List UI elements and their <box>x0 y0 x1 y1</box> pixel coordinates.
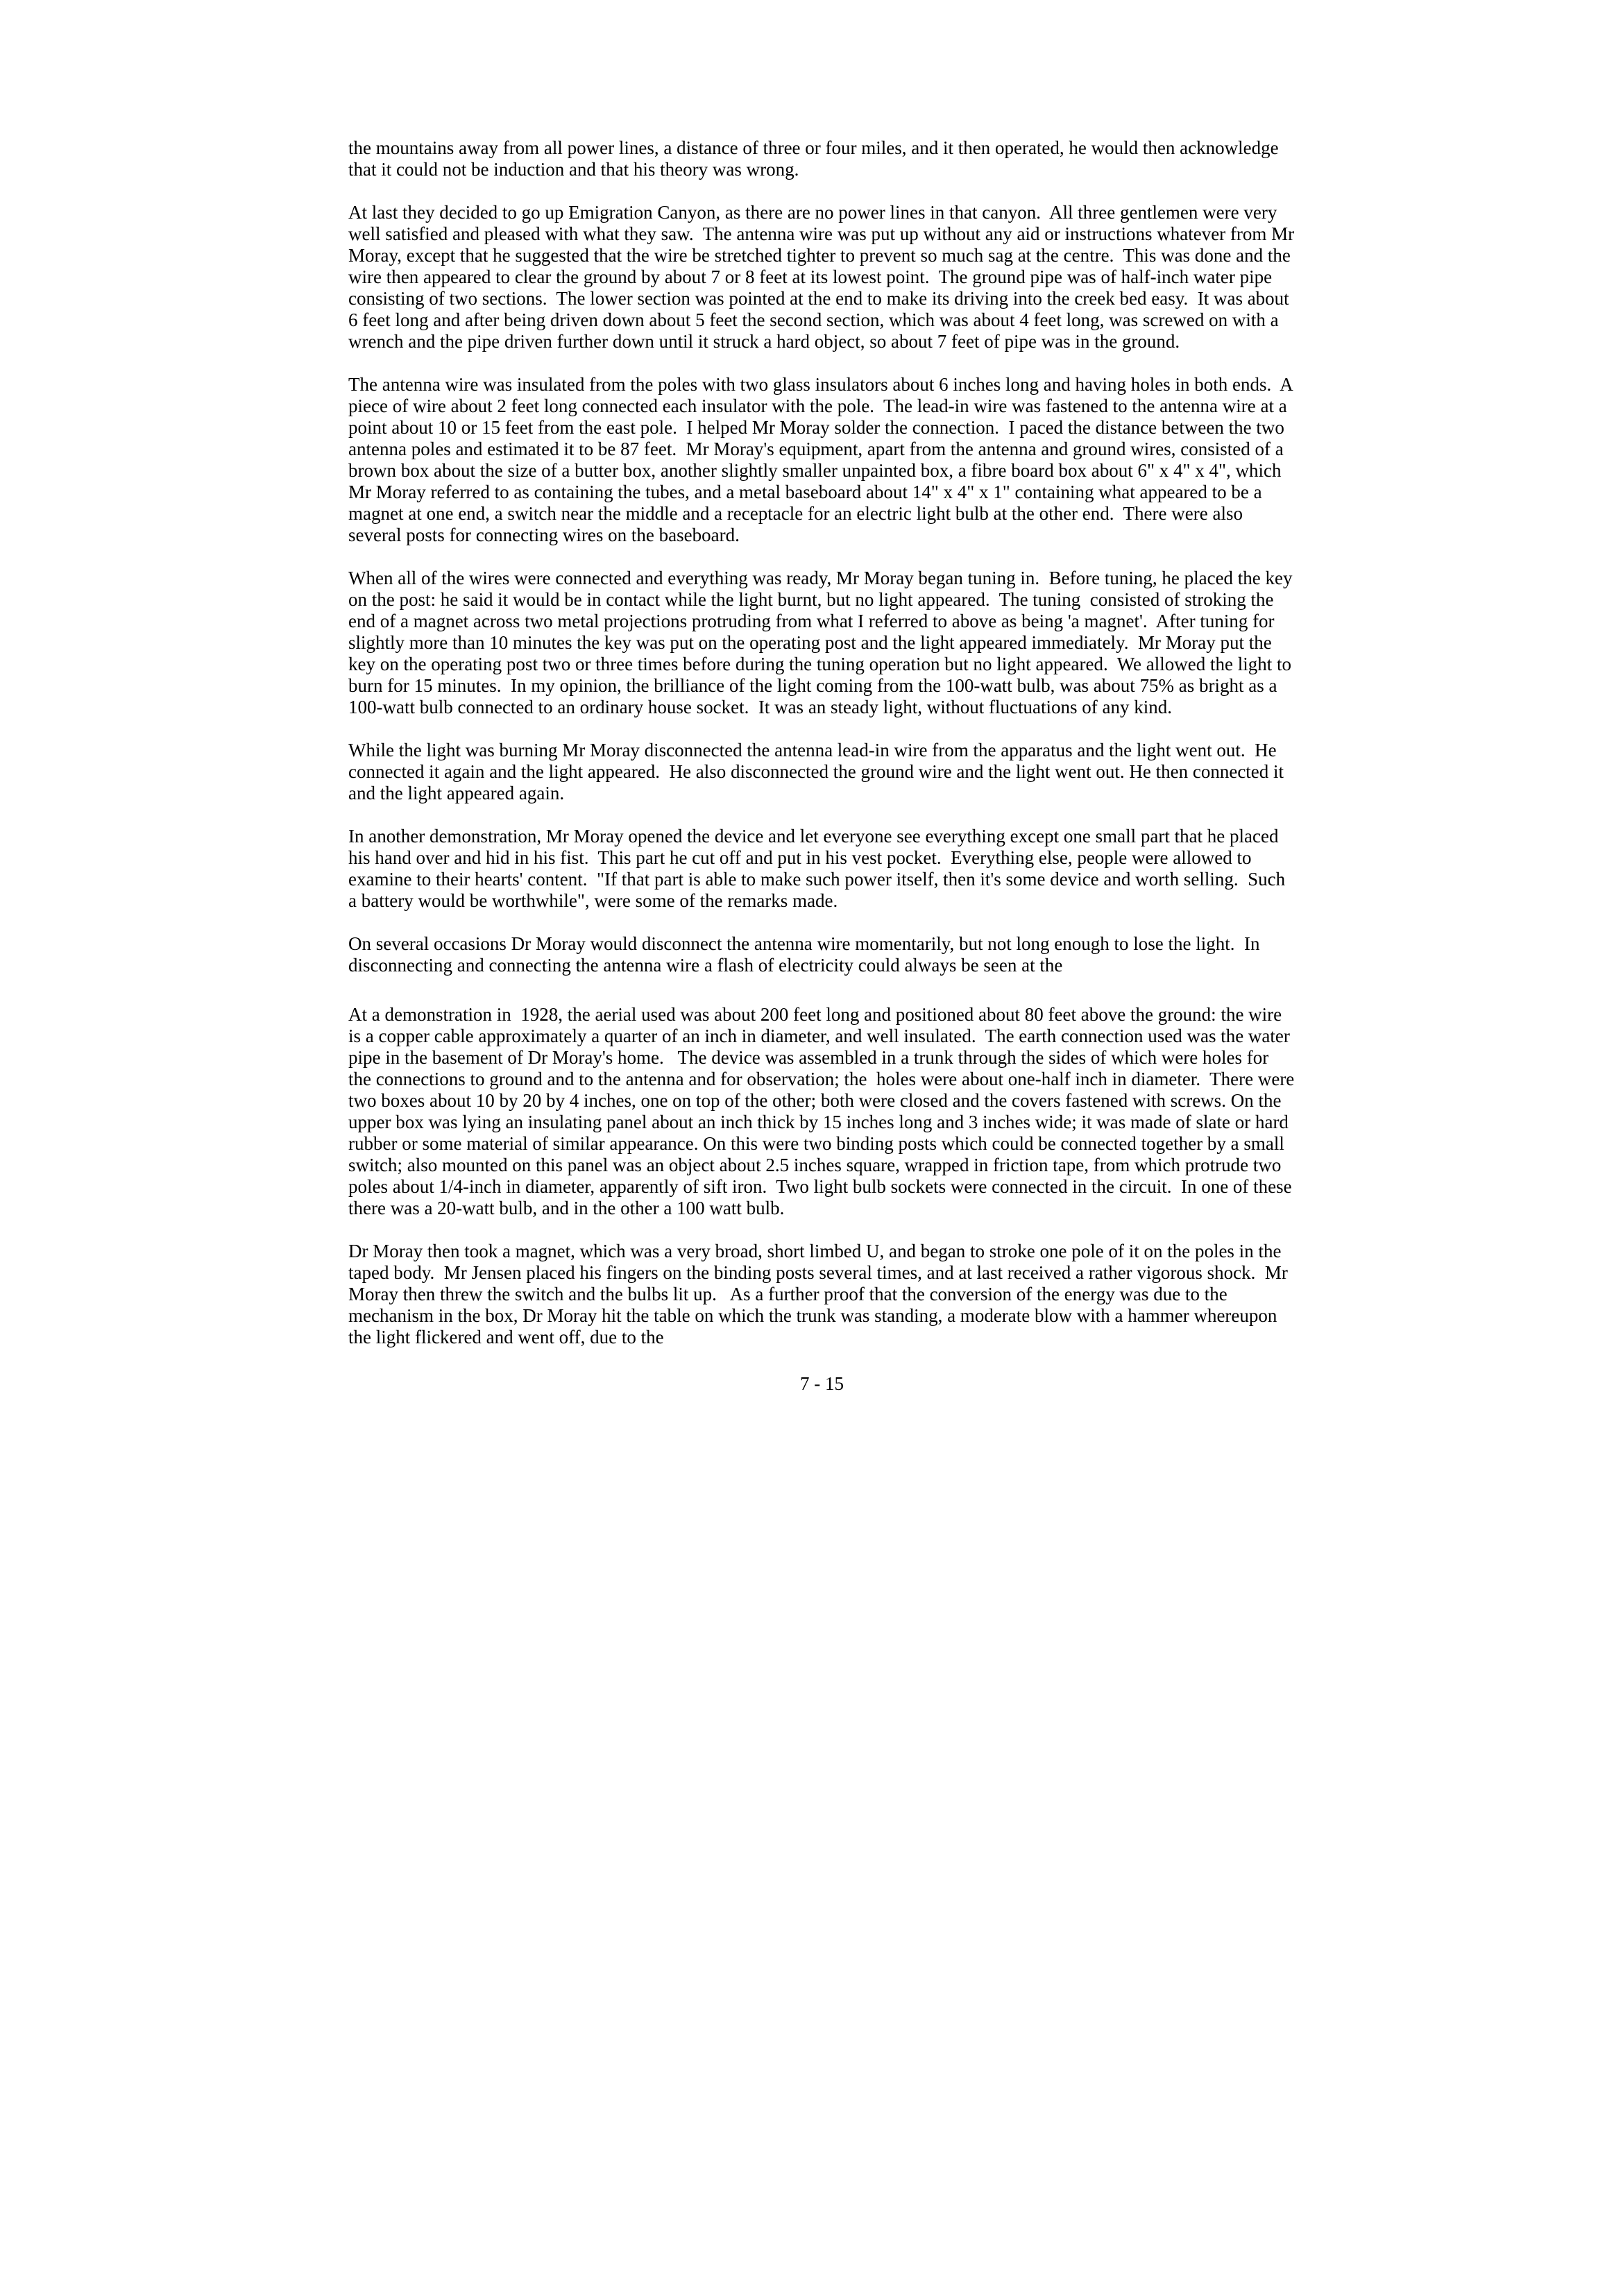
paragraph-5: While the light was burning Mr Moray disconnected the antenna lead-in wire from the apparatus and the light went out. He connected it again and the light appeared. He also disconnected the ground wire and the light went out. He then connected it and the light appeared again. <box>348 740 1289 803</box>
paragraph-9: Dr Moray then took a magnet, which was a very broad, short limbed U, and began to stroke one pole of it on the poles in the taped body. Mr Jensen placed his fingers on the binding posts several times, and at last received a rather vigorous shock. Mr Moray then threw the switch and the bulbs lit up. As a further proof that the conversion of the energy was due to the mechanism in the box, Dr Moray hit the table on which the trunk was standing, a moderate blow with a hammer whereupon the light flickered and went off, due to the <box>348 1241 1293 1347</box>
paragraph-1: the mountains away from all power lines, a distance of three or four miles, and it then operated, he would then acknowledge that it could not be induction and that his theory was wrong. <box>348 137 1284 180</box>
paragraph-4: When all of the wires were connected and everything was ready, Mr Moray began tuning in. Before tuning, he placed the key on the post: he said it would be in contact while the light burnt, but no light appeared. The tuning consisted of stroking the end of a magnet across two metal projections protruding from what I referred to above as being 'a magnet'. After tuning for slightly more than 10 minutes the key was put on the operating post and the light appeared immediately. Mr Moray put the key on the operating post two or three times before during the tuning operation but no light appeared. We allowed the light to burn for 15 minutes. In my opinion, the brilliance of the light coming from the 100-watt bulb, was about 75% as bright as a 100-watt bulb connected to an ordinary house socket. It was an steady light, without fluctuations of any kind. <box>348 568 1298 717</box>
paragraph-6: In another demonstration, Mr Moray opened the device and let everyone see everything except one small part that he placed his hand over and hid in his fist. This part he cut off and put in his vest pocket. Everything else, people were allowed to examine to their hearts' content. "If that part is able to make such power itself, then it's some device and worth selling. Such a battery would be worthwhile", were some of the remarks made. <box>348 826 1290 911</box>
paragraph-7: On several occasions Dr Moray would disconnect the antenna wire momentarily, but not long enough to lose the light. In disconnecting and connecting the antenna wire a flash of electricity could always be seen at the <box>348 933 1265 976</box>
paragraph-3: The antenna wire was insulated from the poles with two glass insulators about 6 inches long and having holes in both ends. A piece of wire about 2 feet long connected each insulator with the pole. The lead-in wire was fastened to the antenna wire at a point about 10 or 15 feet from the east pole. I helped Mr Moray solder the connection. I paced the distance between the two antenna poles and estimated it to be 87 feet. Mr Moray's equipment, apart from the antenna and ground wires, consisted of a brown box about the size of a butter box, another slightly smaller unpainted box, a fibre board box about 6" x 4" x 4", which Mr Moray referred to as containing the tubes, and a metal baseboard about 14" x 4" x 1" containing what appeared to be a magnet at one end, a switch near the middle and a receptacle for an electric light bulb at the other end. There were also several posts for connecting wires on the baseboard. <box>348 374 1298 545</box>
page-number: 7 - 15 <box>800 1373 844 1394</box>
text-block <box>348 137 1300 1395</box>
paragraph-8: At a demonstration in 1928, the aerial used was about 200 feet long and positioned about 80 feet above the ground: the wire is a copper cable approximately a quarter of an inch in diameter, and well insulated. The earth connection used was the water pipe in the basement of Dr Moray's home. The device was assembled in a trunk through the sides of which were holes for the connections to ground and to the antenna and for observation; the holes were about one-half inch in diameter. There were two boxes about 10 by 20 by 4 inches, one on top of the other; both were closed and the covers fastened with screws. On the upper box was lying an insulating panel about an inch thick by 15 inches long and 3 inches wide; it was made of slate or hard rubber or some material of similar appearance. On this were two binding posts which could be connected together by a small switch; also mounted on this panel was an object about 2.5 inches square, wrapped in friction tape, from which protrude two poles about 1/4-inch in diameter, apparently of sift iron. Two light bulb sockets were connected in the circuit. In one of these there was a 20-watt bulb, and in the other a 100 watt bulb. <box>348 1004 1300 1218</box>
paragraph-2: At last they decided to go up Emigration Canyon, as there are no power lines in that canyon. All three gentlemen were very well satisfied and pleased with what they saw. The antenna wire was put up without any aid or instructions whatever from Mr Moray, except that he suggested that the wire be stretched tighter to prevent so much sag at the centre. This was done and the wire then appeared to clear the ground by about 7 or 8 feet at its lowest point. The ground pipe was of half-inch water pipe consisting of two sections. The lower section was pointed at the end to make its driving into the creek bed easy. It was about 6 feet long and after being driven down about 5 feet the second section, which was about 4 feet long, was screwed on with a wrench and the pipe driven further down until it struck a hard object, so about 7 feet of pipe was in the ground. <box>348 202 1299 352</box>
